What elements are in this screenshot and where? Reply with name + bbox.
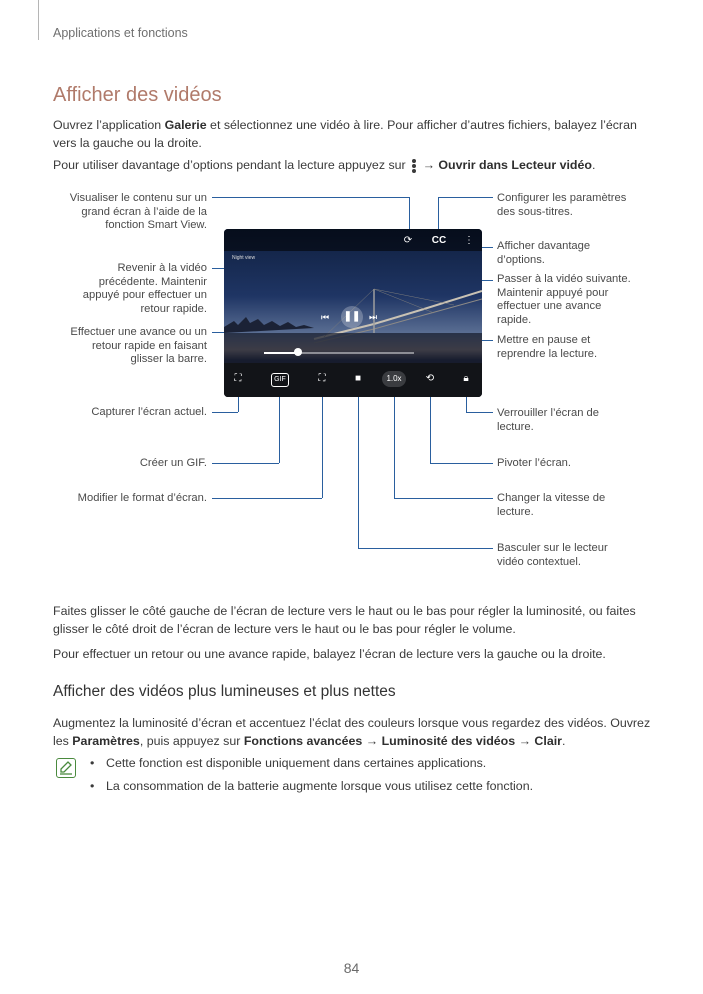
- callout-subtitles: Configurer les paramètres des sous-titres.: [497, 192, 627, 218]
- leader-line: [358, 548, 493, 549]
- note-item: • La consommation de la batterie augmente lorsque vous utilisez cette fonction.: [90, 779, 533, 793]
- rotate-icon[interactable]: ⟲: [425, 373, 435, 384]
- section-header: Applications et fonctions: [53, 26, 188, 40]
- callout-gif: Créer un GIF.: [139, 457, 207, 469]
- leader-line: [212, 498, 322, 499]
- callout-smart-view: Visualiser le contenu sur un grand écran à l’aide de la fonction Smart View.: [69, 192, 207, 231]
- callout-pause: Mettre en pause et reprendre la lecture.: [497, 334, 598, 360]
- header-rule: [38, 0, 39, 40]
- callout-capture: Capturer l’écran actuel.: [91, 406, 207, 418]
- leader-line: [430, 463, 493, 464]
- more-options-icon[interactable]: ⋮: [464, 235, 474, 246]
- intro-paragraph-1: Ouvrez l’application Galerie et sélectionnez une vidéo à lire. Pour afficher d’autres fichiers, balayez l’écran vers la gauche ou la droite.: [53, 118, 637, 150]
- leader-line: [212, 197, 409, 198]
- callout-speed: Changer la vitesse de lecture.: [497, 492, 606, 518]
- note-item: • Cette fonction est disponible uniquement dans certaines applications.: [90, 756, 486, 770]
- seek-handle[interactable]: [294, 348, 302, 356]
- seek-bar-progress: [264, 352, 298, 354]
- lock-icon[interactable]: 🔒︎: [463, 373, 469, 384]
- speed-button[interactable]: 1.0x: [382, 371, 406, 387]
- next-icon[interactable]: ⏭: [368, 312, 378, 322]
- leader-line: [322, 392, 323, 498]
- leader-line: [466, 412, 493, 413]
- callout-scrub: Effectuer une avance ou un retour rapide en faisant glisser la barre.: [70, 326, 207, 365]
- capture-icon[interactable]: ⛶: [234, 373, 242, 384]
- leader-line: [279, 392, 280, 463]
- callout-next: Passer à la vidéo suivante. Maintenir appuyé pour effectuer une avance rapide.: [497, 273, 631, 326]
- callout-rotate: Pivoter l’écran.: [497, 457, 571, 469]
- leader-line: [430, 392, 431, 463]
- body-paragraph-1: Faites glisser le côté gauche de l’écran de lecture vers le haut ou le bas pour régler la luminosité, ou faites glisser le côté droit de l’écran de lecture vers le haut ou le bas pour régler le volume.: [53, 604, 636, 636]
- more-options-icon: [411, 158, 417, 174]
- video-title: Night view: [232, 255, 256, 261]
- page-title: Afficher des vidéos: [53, 84, 222, 106]
- video-player-screenshot: [224, 229, 482, 397]
- note-icon: [56, 758, 76, 778]
- gif-button[interactable]: GIF: [271, 373, 289, 387]
- leader-line: [358, 392, 359, 548]
- callout-lock: Verrouiller l’écran de lecture.: [497, 407, 599, 433]
- leader-line: [212, 463, 279, 464]
- leader-line: [438, 197, 493, 198]
- previous-icon[interactable]: ⏮: [320, 312, 330, 322]
- body-paragraph-2: Pour effectuer un retour ou une avance rapide, balayez l’écran de lecture vers la gauche ou la droite.: [53, 647, 606, 661]
- page-number: 84: [343, 960, 360, 976]
- leader-line: [394, 498, 493, 499]
- callout-previous: Revenir à la vidéo précédente. Maintenir appuyé pour effectuer un retour rapide.: [82, 262, 207, 315]
- popup-player-icon[interactable]: ■: [354, 373, 362, 384]
- callout-popup: Basculer sur le lecteur vidéo contextuel.: [497, 542, 608, 568]
- section-heading: Afficher des vidéos plus lumineuses et plus nettes: [53, 683, 396, 700]
- callout-more: Afficher davantage d’options.: [497, 240, 591, 266]
- smart-view-icon[interactable]: ⟳: [403, 235, 413, 246]
- callout-ratio: Modifier le format d’écran.: [77, 492, 207, 504]
- leader-line: [394, 392, 395, 498]
- section-paragraph: Augmentez la luminosité d’écran et accentuez l’éclat des couleurs lorsque vous regardez des vidéos. Ouvrez les Paramètres, puis appuyez sur Fonctions avancées → Luminosité des vidéos → Clair.: [53, 716, 651, 748]
- intro-paragraph-2: Pour utiliser davantage d’options pendant la lecture appuyez sur → Ouvrir dans Lecteur vidéo.: [53, 158, 596, 172]
- screen-ratio-icon[interactable]: ⛶: [318, 373, 326, 384]
- pause-button[interactable]: ❚❚: [341, 306, 363, 328]
- seek-bar[interactable]: [264, 352, 414, 354]
- subtitles-button[interactable]: CC: [431, 235, 447, 246]
- leader-line: [212, 412, 238, 413]
